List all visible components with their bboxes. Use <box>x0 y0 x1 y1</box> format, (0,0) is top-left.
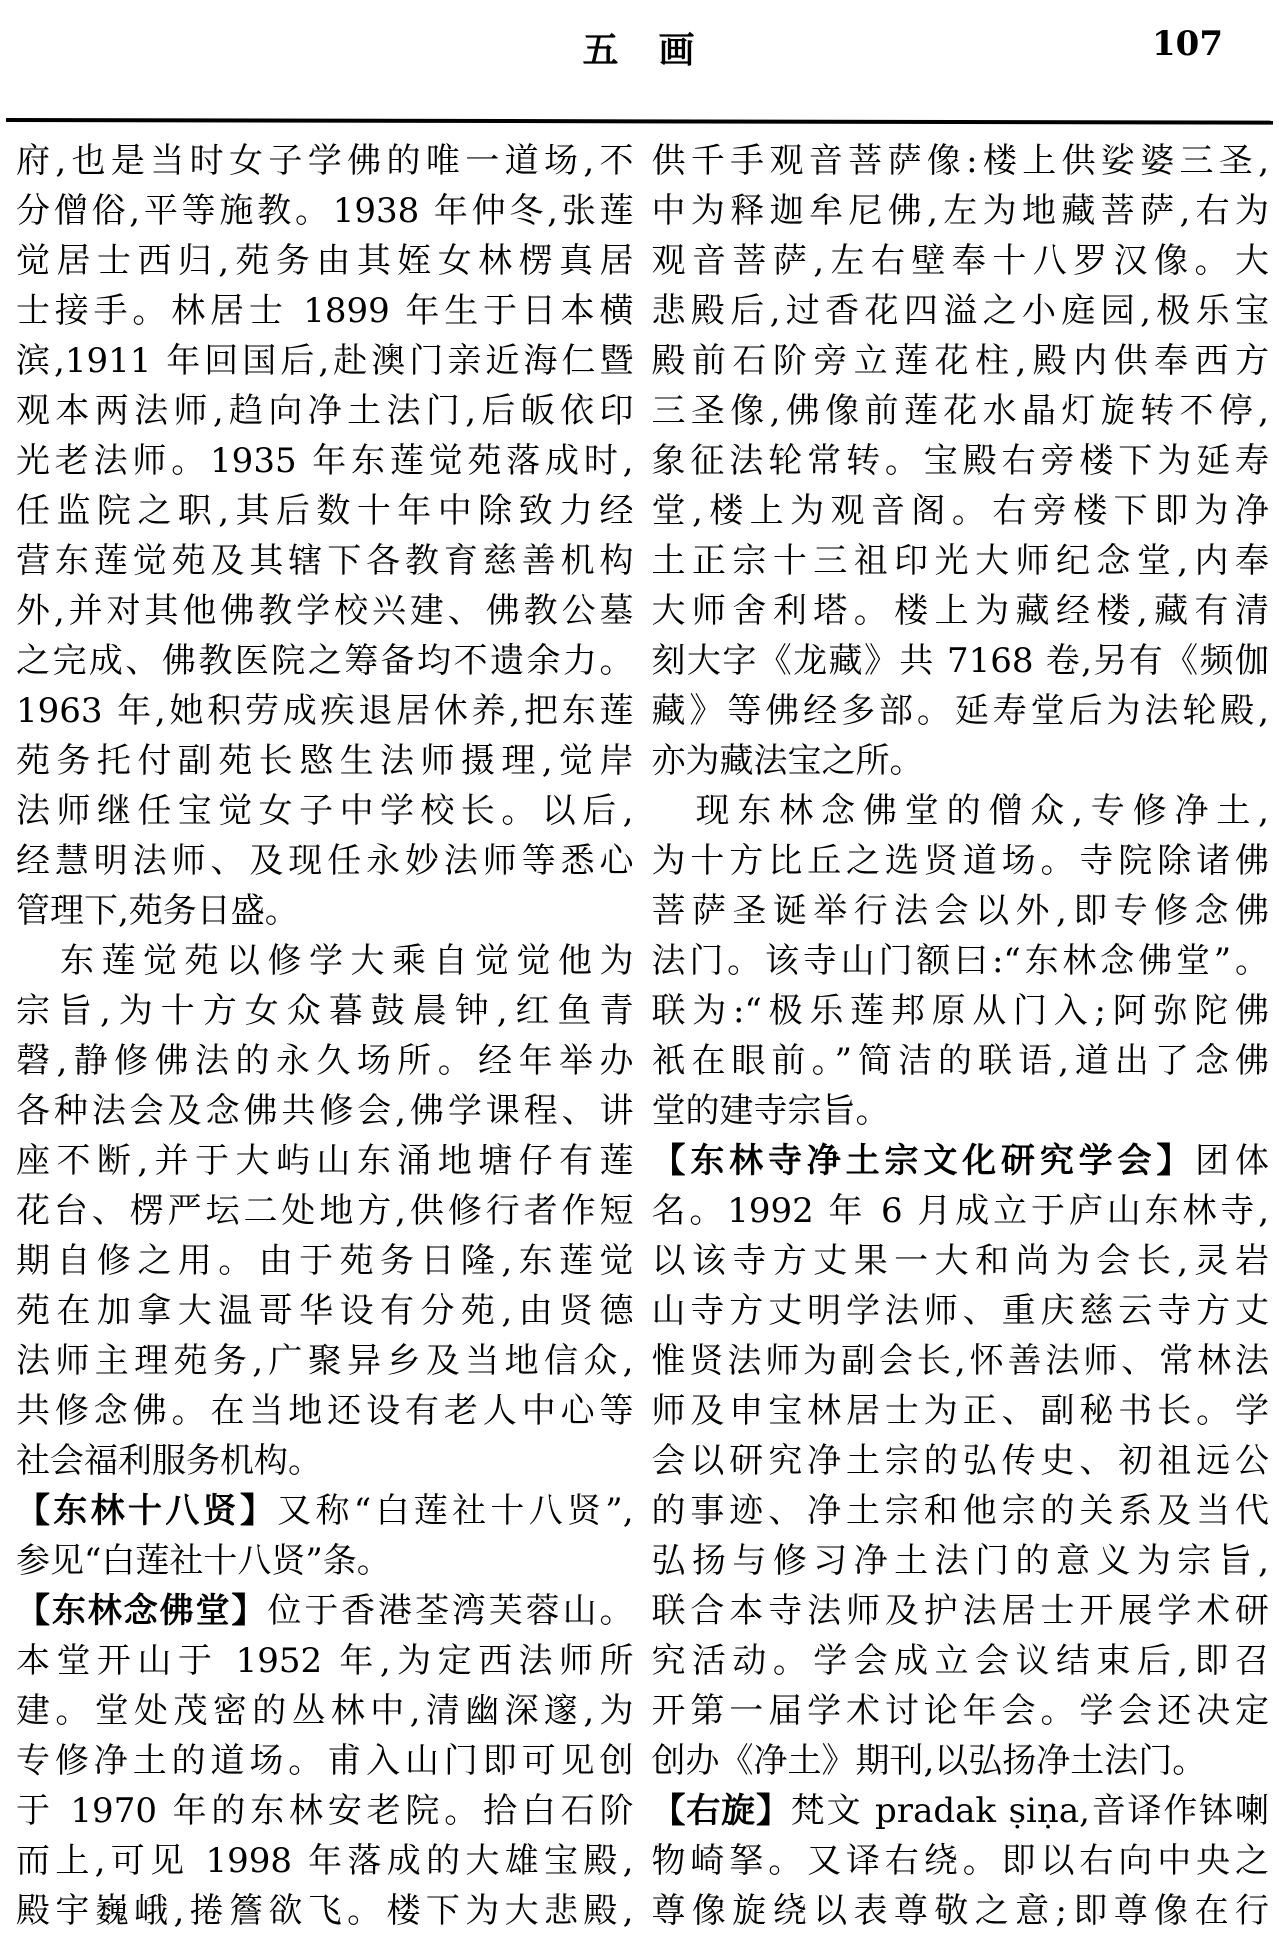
text-line <box>652 586 1270 636</box>
line-text: 惟贤法师为副会长,怀善法师、常林法 <box>651 1341 1269 1381</box>
text-line <box>652 286 1270 336</box>
line-text: 大师舍利塔。楼上为藏经楼,藏有清 <box>651 591 1269 631</box>
line-text: 菩萨圣诞举行法会以外,即专修念佛 <box>651 891 1269 931</box>
text-line <box>652 986 1270 1036</box>
line-text: 梵文 pradak ṣiṇa,音译作钵喇 <box>790 1791 1269 1831</box>
line-text: 各种法会及念佛共修会,佛学课程、讲 <box>16 1091 634 1131</box>
line-text: 参见“白莲社十八贤”条。 <box>16 1541 391 1581</box>
line-text: 士接手。林居士 1899 年生于日本横 <box>16 291 634 331</box>
text-columns <box>0 126 1279 1936</box>
line-text: 殿前石阶旁立莲花柱,殿内供奉西方 <box>651 341 1269 381</box>
line-text: 堂,楼上为观音阁。右旁楼下即为净 <box>651 491 1269 531</box>
text-line <box>652 1336 1270 1386</box>
line-text: 联合本寺法师及护法居士开展学术研 <box>651 1591 1269 1631</box>
text-line <box>16 436 634 486</box>
text-line <box>16 886 634 936</box>
line-text: 殿宇巍峨,捲簷欲飞。楼下为大悲殿, <box>16 1891 634 1931</box>
text-line <box>652 186 1270 236</box>
text-line <box>652 636 1270 686</box>
line-text: 位于香港荃湾芙蓉山。 <box>267 1591 634 1631</box>
entry-headword: 【右旋】 <box>651 1791 791 1831</box>
line-text: 之完成、佛教医院之筹备均不遗余力。 <box>16 641 634 681</box>
text-line <box>16 486 634 536</box>
text-line <box>16 936 634 986</box>
text-line <box>652 1436 1270 1486</box>
text-line <box>652 386 1270 436</box>
text-line <box>16 1236 634 1286</box>
text-line <box>16 686 634 736</box>
text-line <box>652 736 1270 786</box>
text-line <box>16 1086 634 1136</box>
page-number: 107 <box>1152 24 1223 64</box>
line-text: 堂的建寺宗旨。 <box>651 1091 890 1131</box>
line-text: 藏》等佛经多部。延寿堂后为法轮殿, <box>651 691 1269 731</box>
line-text: 弘扬与修习净土法门的意义为宗旨, <box>651 1541 1269 1581</box>
line-text: 期自修之用。由于苑务日隆,东莲觉 <box>16 1241 634 1281</box>
line-text: 经慧明法师、及现任永妙法师等悉心 <box>16 841 634 881</box>
line-text: 于 1970 年的东林安老院。拾白石阶 <box>16 1791 634 1831</box>
line-text: 究活动。学会成立会议结束后,即召 <box>651 1641 1269 1681</box>
line-text: 象征法轮常转。宝殿右旁楼下为延寿 <box>651 441 1269 481</box>
text-line <box>652 1136 1270 1186</box>
line-text: 的事迹、净土宗和他宗的关系及当代 <box>651 1491 1269 1531</box>
text-line <box>16 336 634 386</box>
line-text: 悲殿后,过香花四溢之小庭园,极乐宝 <box>651 291 1269 331</box>
text-line <box>652 886 1270 936</box>
text-line <box>652 1536 1270 1586</box>
text-line <box>16 1886 634 1936</box>
text-line <box>16 1286 634 1336</box>
line-text: 管理下,苑务日盛。 <box>16 891 299 931</box>
line-text: 现东林念佛堂的僧众,专修净土, <box>695 791 1269 831</box>
line-text: 三圣像,佛像前莲花水晶灯旋转不停, <box>651 391 1269 431</box>
text-line <box>16 1486 634 1536</box>
line-text: 苑在加拿大温哥华设有分苑,由贤德 <box>16 1291 634 1331</box>
text-line <box>652 1736 1270 1786</box>
line-text: 名。1992 年 6 月成立于庐山东林寺, <box>651 1191 1269 1231</box>
line-text: 苑务托付副苑长愍生法师摄理,觉岸 <box>16 741 634 781</box>
text-line <box>16 1836 634 1886</box>
line-text: 以该寺方丈果一大和尚为会长,灵岩 <box>651 1241 1269 1281</box>
text-line <box>652 1586 1270 1636</box>
line-text: 任监院之职,其后数十年中除致力经 <box>16 491 634 531</box>
line-text: 为十方比丘之选贤道场。寺院除诸佛 <box>651 841 1269 881</box>
entry-headword: 【东林十八贤】 <box>16 1491 278 1531</box>
text-line <box>16 186 634 236</box>
text-line <box>16 986 634 1036</box>
line-text: 物崎拏。又译右绕。即以右向中央之 <box>651 1841 1269 1881</box>
text-line <box>16 1736 634 1786</box>
text-line <box>16 636 634 686</box>
line-text: 开第一届学术讨论年会。学会还决定 <box>651 1691 1269 1731</box>
text-line <box>652 1286 1270 1336</box>
line-text: 中为释迦牟尼佛,左为地藏菩萨,右为 <box>651 191 1269 231</box>
text-line <box>652 536 1270 586</box>
line-text: 创办《净土》期刊,以弘扬净土法门。 <box>651 1741 1207 1781</box>
text-line <box>16 836 634 886</box>
line-text: 联为:“极乐莲邦原从门入;阿弥陀佛 <box>651 991 1269 1031</box>
text-line <box>16 1586 634 1636</box>
column-left <box>16 136 634 1936</box>
line-text: 土正宗十三祖印光大师纪念堂,内奉 <box>651 541 1269 581</box>
text-line <box>16 386 634 436</box>
line-text: 营东莲觉苑及其辖下各教育慈善机构 <box>16 541 634 581</box>
line-text: 山寺方丈明学法师、重庆慈云寺方丈 <box>651 1291 1269 1331</box>
text-line <box>652 336 1270 386</box>
line-text: 观本两法师,趋向净土法门,后皈依印 <box>16 391 634 431</box>
text-line <box>16 286 634 336</box>
header-divider <box>6 118 1273 125</box>
line-text: 供千手观音菩萨像:楼上供娑婆三圣, <box>651 141 1269 181</box>
text-line <box>652 1486 1270 1536</box>
text-line <box>652 1886 1270 1936</box>
line-text: 刻大字《龙藏》共 7168 卷,另有《频伽 <box>651 641 1269 681</box>
line-text: 师及申宝林居士为正、副秘书长。学 <box>651 1391 1269 1431</box>
line-text: 法门。该寺山门额曰:“东林念佛堂”。 <box>651 941 1269 981</box>
text-line <box>16 536 634 586</box>
line-text: 建。堂处茂密的丛林中,清幽深邃,为 <box>16 1691 634 1731</box>
line-text: 社会福利服务机构。 <box>16 1441 322 1481</box>
line-text: 滨,1911 年回国后,赴澳门亲近海仁暨 <box>16 341 634 381</box>
text-line <box>16 1686 634 1736</box>
line-text: 观音菩萨,左右壁奉十八罗汉像。大 <box>651 241 1269 281</box>
line-text: 团体 <box>1195 1141 1269 1181</box>
line-text: 又称“白莲社十八贤”, <box>277 1491 634 1531</box>
entry-headword: 【东林寺净土宗文化研究学会】 <box>651 1141 1196 1181</box>
text-line <box>652 786 1270 836</box>
text-line <box>652 836 1270 886</box>
text-line <box>652 436 1270 486</box>
entry-headword: 【东林念佛堂】 <box>16 1591 268 1631</box>
line-text: 光老法师。1935 年东莲觉苑落成时, <box>16 441 634 481</box>
text-line <box>16 236 634 286</box>
text-line <box>16 736 634 786</box>
text-line <box>16 586 634 636</box>
line-text: 东莲觉苑以修学大乘自觉觉他为 <box>60 941 634 981</box>
text-line <box>652 1086 1270 1136</box>
line-text: 座不断,并于大屿山东涌地塘仔有莲 <box>16 1141 634 1181</box>
line-text: 觉居士西归,苑务由其姪女林楞真居 <box>16 241 634 281</box>
line-text: 法师继任宝觉女子中学校长。以后, <box>16 791 634 831</box>
text-line <box>652 236 1270 286</box>
line-text: 花台、楞严坛二处地方,供修行者作短 <box>16 1191 634 1231</box>
text-line <box>16 1336 634 1386</box>
line-text: 法师主理苑务,广聚异乡及当地信众, <box>16 1341 634 1381</box>
text-line <box>652 1686 1270 1736</box>
line-text: 会以研究净土宗的弘传史、初祖远公 <box>651 1441 1269 1481</box>
text-line <box>652 1786 1270 1836</box>
line-text: 而上,可见 1998 年落成的大雄宝殿, <box>16 1841 634 1881</box>
text-line <box>652 936 1270 986</box>
line-text: 磬,静修佛法的永久场所。经年举办 <box>16 1041 634 1081</box>
text-line <box>652 1836 1270 1886</box>
text-line <box>16 786 634 836</box>
line-text: 亦为藏法宝之所。 <box>651 741 924 781</box>
text-line <box>652 1036 1270 1086</box>
text-line <box>16 1636 634 1686</box>
line-text: 专修净土的道场。甫入山门即可见创 <box>16 1741 634 1781</box>
text-line <box>652 1186 1270 1236</box>
line-text: 1963 年,她积劳成疾退居休养,把东莲 <box>16 691 634 731</box>
text-line <box>16 1136 634 1186</box>
text-line <box>16 1786 634 1836</box>
text-line <box>16 1186 634 1236</box>
text-line <box>652 486 1270 536</box>
section-title: 五 画 <box>582 29 697 71</box>
text-line <box>652 686 1270 736</box>
line-text: 本堂开山于 1952 年,为定西法师所 <box>16 1641 634 1681</box>
text-line <box>16 136 634 186</box>
line-text: 共修念佛。在当地还设有老人中心等 <box>16 1391 634 1431</box>
text-line <box>16 1036 634 1086</box>
line-text: 衹在眼前。”简洁的联语,道出了念佛 <box>651 1041 1269 1081</box>
line-text: 外,并对其他佛教学校兴建、佛教公墓 <box>16 591 634 631</box>
text-line <box>16 1436 634 1486</box>
text-line <box>16 1386 634 1436</box>
line-text: 府,也是当时女子学佛的唯一道场,不 <box>16 141 634 181</box>
text-line <box>652 1636 1270 1686</box>
line-text: 宗旨,为十方女众暮鼓晨钟,红鱼青 <box>16 991 634 1031</box>
line-text: 分僧俗,平等施教。1938 年仲冬,张莲 <box>16 191 634 231</box>
line-text: 尊像旋绕以表尊敬之意;即尊像在行 <box>651 1891 1269 1931</box>
text-line <box>16 1536 634 1586</box>
text-line <box>652 1236 1270 1286</box>
column-right <box>652 136 1270 1936</box>
text-line <box>652 136 1270 186</box>
page-header <box>0 0 1279 126</box>
text-line <box>652 1386 1270 1436</box>
